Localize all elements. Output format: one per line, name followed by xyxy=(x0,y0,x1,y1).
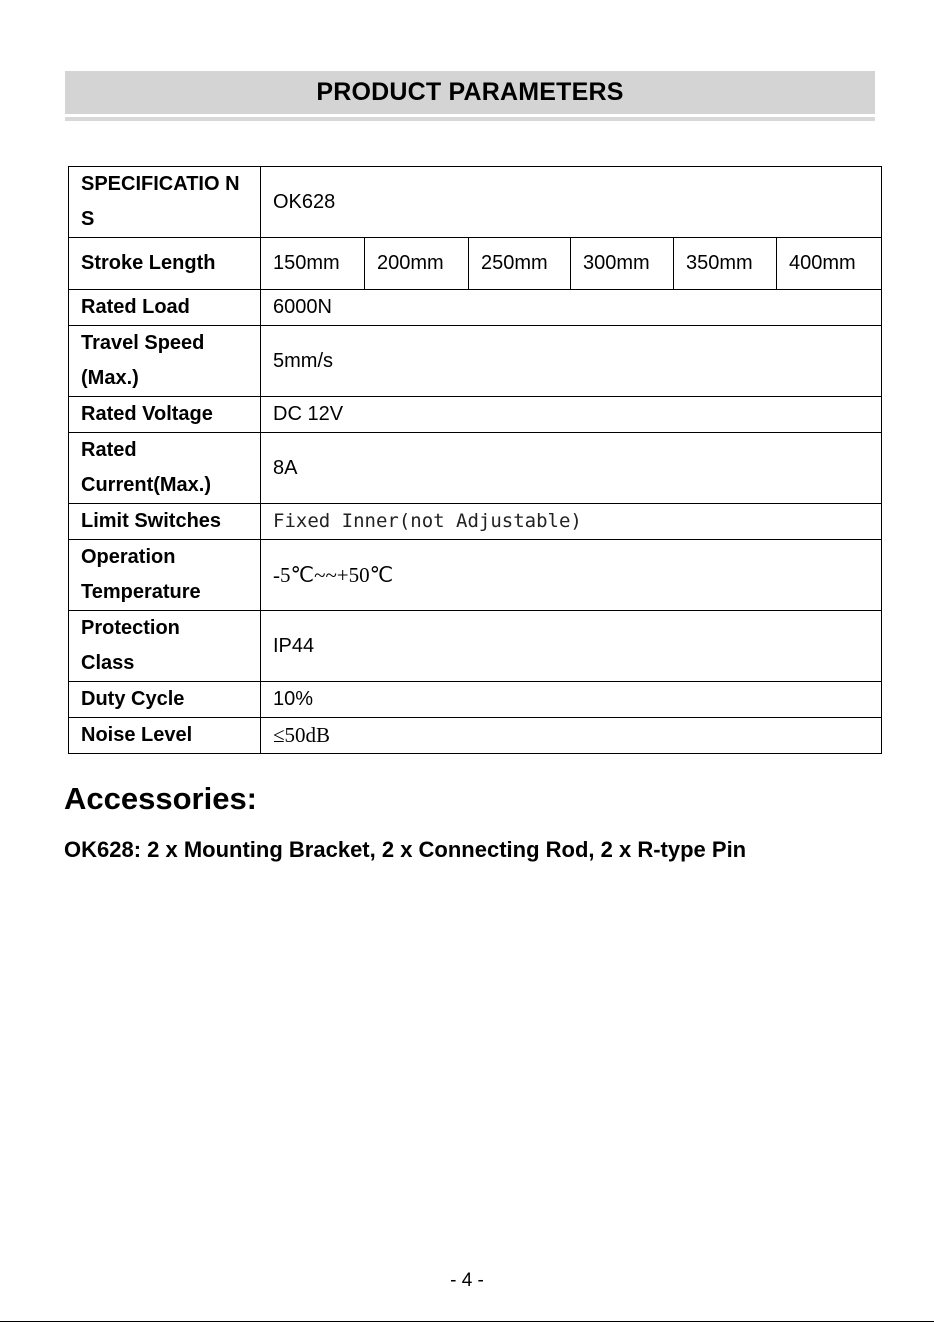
stroke-length-cell: 400mm xyxy=(777,238,882,290)
table-row xyxy=(69,167,882,238)
table-row xyxy=(69,682,882,718)
table-row xyxy=(69,290,882,326)
product-parameters-table xyxy=(68,166,882,754)
stroke-length-cell: 250mm xyxy=(469,238,571,290)
row-label-noise-level: Noise Level xyxy=(69,718,261,754)
row-label-travel-speed: Travel Speed (Max.) xyxy=(69,326,261,397)
rated-current-label-line1: Rated xyxy=(81,439,137,461)
row-label-specifications: SPECIFICATIO NS xyxy=(69,167,261,238)
table-row xyxy=(69,611,882,682)
row-value-limit-switches: Fixed Inner(not Adjustable) xyxy=(261,504,882,540)
row-label-duty-cycle: Duty Cycle xyxy=(69,682,261,718)
row-label-rated-voltage: Rated Voltage xyxy=(69,397,261,433)
row-label-operation-temperature: Operation Temperature xyxy=(69,540,261,611)
row-value-noise-level: ≤50dB xyxy=(261,718,882,754)
accessories-heading: Accessories: xyxy=(64,781,258,816)
row-value-rated-current: 8A xyxy=(261,433,882,504)
stroke-length-cell: 350mm xyxy=(674,238,777,290)
table-row xyxy=(69,397,882,433)
row-label-rated-current xyxy=(69,433,261,504)
table-row xyxy=(69,326,882,397)
row-label-rated-load: Rated Load xyxy=(69,290,261,326)
row-value-travel-speed: 5mm/s xyxy=(261,326,882,397)
section-title: PRODUCT PARAMETERS xyxy=(316,78,624,106)
row-value-duty-cycle: 10% xyxy=(261,682,882,718)
bottom-divider xyxy=(0,1321,934,1322)
section-header-bar xyxy=(65,71,875,114)
row-label-protection-class: Protection Class xyxy=(69,611,261,682)
table-row xyxy=(69,540,882,611)
table-row xyxy=(69,718,882,754)
stroke-length-cell: 300mm xyxy=(571,238,674,290)
stroke-length-cell: 150mm xyxy=(261,238,365,290)
row-value-protection-class: IP44 xyxy=(261,611,882,682)
row-value-rated-voltage: DC 12V xyxy=(261,397,882,433)
table-row xyxy=(69,504,882,540)
row-value-rated-load: 6000N xyxy=(261,290,882,326)
page-number: - 4 - xyxy=(450,1270,484,1291)
rated-current-label-line2: Current(Max.) xyxy=(81,474,212,496)
row-value-specifications: OK628 xyxy=(261,167,882,238)
table-row xyxy=(69,433,882,504)
table-row xyxy=(69,238,882,290)
row-label-stroke-length: Stroke Length xyxy=(69,238,261,290)
accessories-list: OK628: 2 x Mounting Bracket, 2 x Connecting Rod, 2 x R-type Pin xyxy=(64,837,747,862)
row-value-operation-temperature: -5℃~~+50℃ xyxy=(261,540,882,611)
header-divider xyxy=(65,117,875,121)
row-label-limit-switches: Limit Switches xyxy=(69,504,261,540)
stroke-length-cell: 200mm xyxy=(365,238,469,290)
